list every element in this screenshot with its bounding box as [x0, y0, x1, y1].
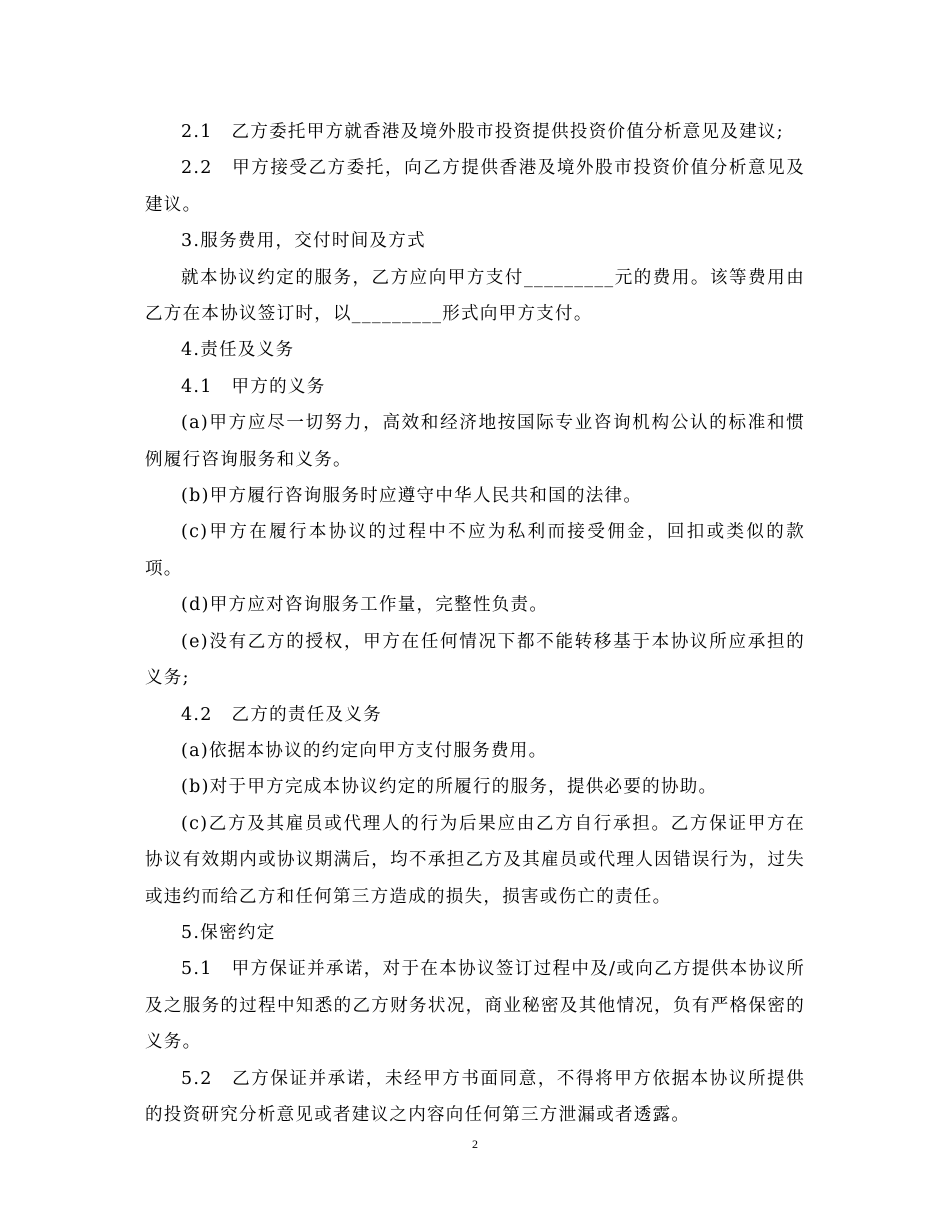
document-body [145, 114, 805, 1133]
clause-4-2-c: (c)乙方及其雇员或代理人的行为后果应由乙方自行承担。乙方保证甲方在协议有效期内或协议期满后，均不承担乙方及其雇员或代理人因错误行为，过失或违约而给乙方和任何第三方造成的损失，损害或伤亡的责任。 [145, 813, 805, 907]
clause-4-2-b: (b)对于甲方完成本协议约定的所履行的服务，提供必要的协助。 [181, 777, 718, 798]
section-4-heading: 4.责任及义务 [181, 340, 295, 361]
clause-4-2-a: (a)依据本协议的约定向甲方支付服务费用。 [181, 740, 548, 761]
clause-5-2: 5.2 乙方保证并承诺，未经甲方书面同意，不得将甲方依据本协议所提供的投资研究分析意见或者建议之内容向任何第三方泄漏或者透露。 [145, 1068, 805, 1125]
section-3-heading: 3.服务费用，交付时间及方式 [181, 231, 426, 252]
clause-4-1-e: (e)没有乙方的授权，甲方在任何情况下都不能转移基于本协议所应承担的义务; [145, 631, 805, 689]
page-number: 2 [472, 1137, 478, 1151]
service-fee-paragraph: 就本协议约定的服务，乙方应向甲方支付_________元的费用。该等费用由乙方在本协议签订时，以_________形式向甲方支付。 [145, 267, 805, 325]
clause-4-1-a: (a)甲方应尽一切努力，高效和经济地按国际专业咨询机构公认的标准和惯例履行咨询服务和义务。 [145, 413, 805, 470]
section-5-heading: 5.保密约定 [181, 922, 276, 943]
clause-4-1-d: (d)甲方应对咨询服务工作量，完整性负责。 [181, 595, 549, 616]
clause-4-1-b: (b)甲方履行咨询服务时应遵守中华人民共和国的法律。 [181, 486, 643, 507]
clause-5-1: 5.1 甲方保证并承诺，对于在本协议签订过程中及/或向乙方提供本协议所及之服务的过程中知悉的乙方财务状况，商业秘密及其他情况，负有严格保密的义务。 [145, 959, 805, 1053]
clause-4-1-heading: 4.1 甲方的义务 [181, 376, 326, 397]
clause-4-2-heading: 4.2 乙方的责任及义务 [181, 704, 382, 725]
clause-2-1: 2.1 乙方委托甲方就香港及境外股市投资提供投资价值分析意见及建议; [181, 122, 784, 142]
clause-2-2: 2.2 甲方接受乙方委托，向乙方提供香港及境外股市投资价值分析意见及建议。 [145, 158, 805, 215]
clause-4-1-c: (c)甲方在履行本协议的过程中不应为私利而接受佣金，回扣或类似的款项。 [145, 522, 805, 579]
